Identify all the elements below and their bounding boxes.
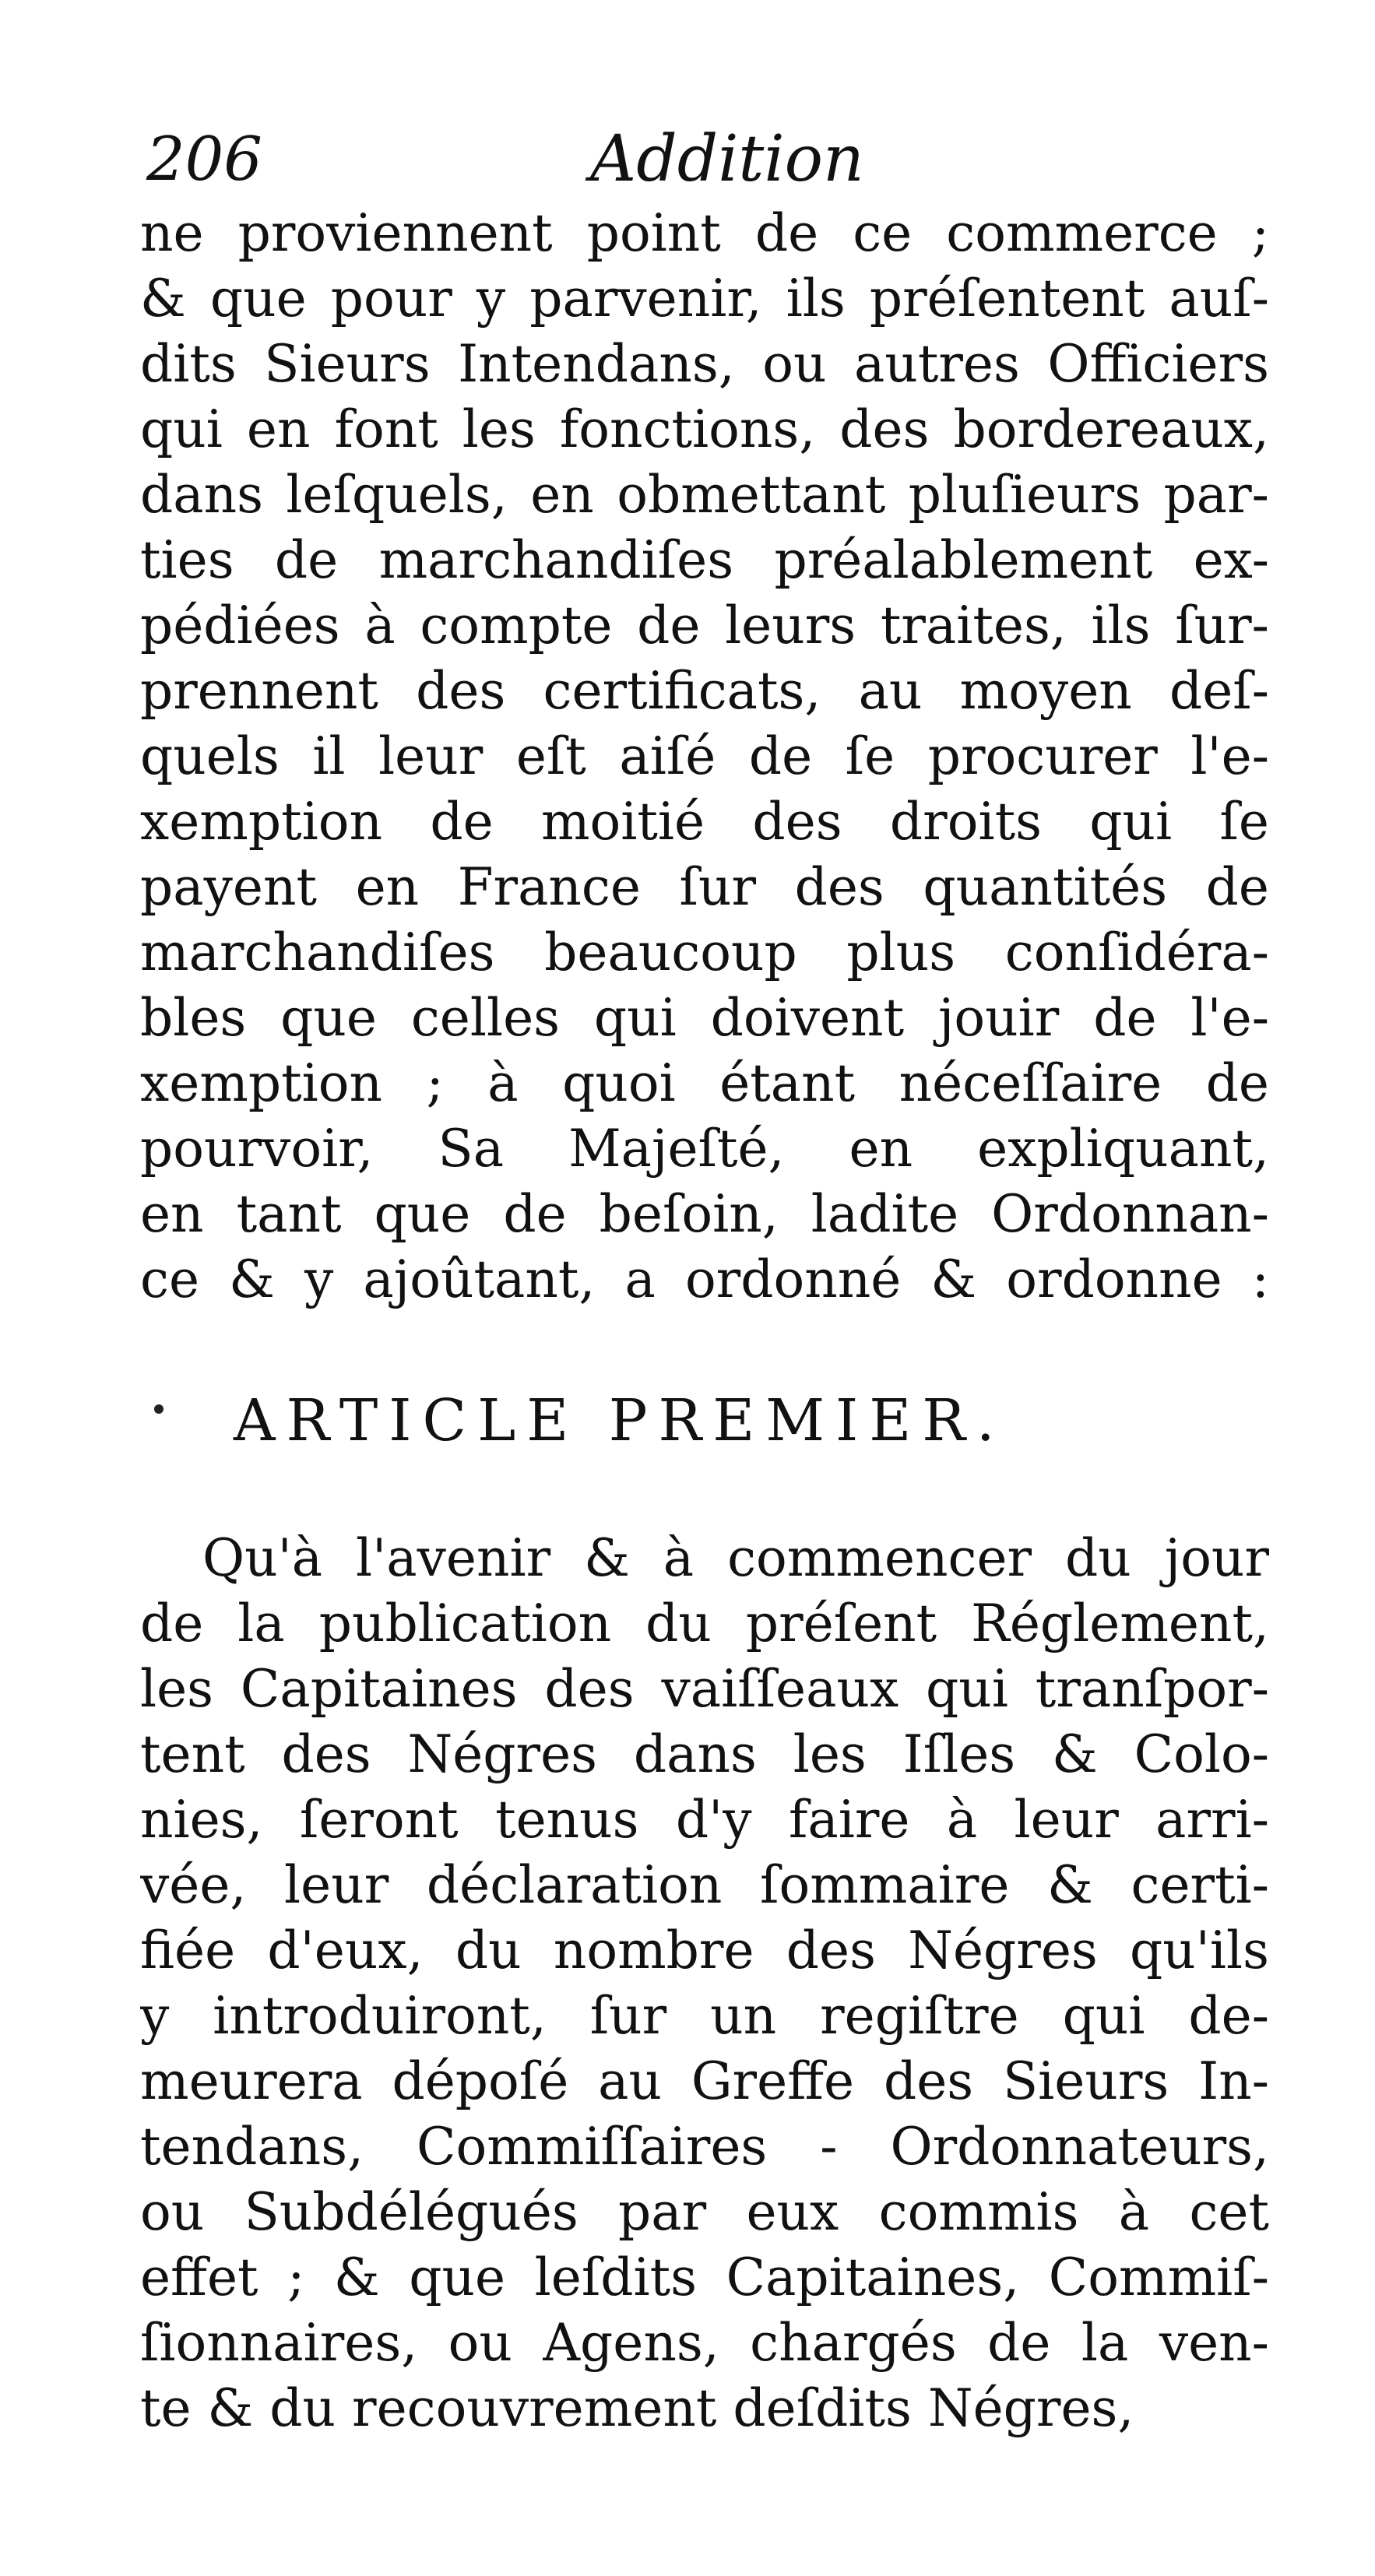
text-line: tent des Négres dans les Iſles & Colo- [140,1724,1269,1784]
text-line: ce & y ajoûtant, a ordonné & ordonne : [140,1249,1269,1309]
text-line: bles que celles qui doivent jouir de l'e- [140,988,1269,1048]
text-line: prennent des certificats, au moyen deſ- [140,661,1269,721]
text-line: en tant que de beſoin, ladite Ordonnan- [140,1184,1269,1244]
paragraph-2 [140,1526,1269,2441]
text-line: effet ; & que leſdits Capitaines, Commiſ- [140,2247,1269,2307]
text-line: pédiées à compte de leurs traites, ils ſur- [140,596,1269,655]
text-line: fiée d'eux, du nombre des Négres qu'ils [140,1921,1269,1980]
paragraph-1 [140,201,1269,1313]
text-line: marchandiſes beaucoup plus conſidéra- [140,923,1269,982]
text-line: te & du recouvrement deſdits Négres, [140,2378,1134,2438]
text-line: de la publication du préſent Réglement, [140,1594,1269,1653]
text-line: pourvoir, Sa Majeſté, en expliquant, [140,1119,1269,1179]
text-line: payent en France ſur des quantités de [140,857,1269,917]
text-line: dans leſquels, en obmettant pluſieurs par- [140,465,1269,525]
text-line: xemption ; à quoi étant néceſſaire de [140,1053,1269,1113]
text-line: xemption de moitié des droits qui ſe [140,792,1269,852]
text-line: les Capitaines des vaiſſeaux qui tranſpor- [140,1659,1269,1719]
text-line: vée, leur déclaration ſommaire & certi- [140,1855,1269,1915]
text-line: ou Subdélégués par eux commis à cet [140,2182,1269,2242]
text-line: qui en font les fonctions, des bordereaux, [140,399,1269,459]
text-line: ties de marchandiſes préalablement ex- [140,530,1269,590]
text-line: tendans, Commiſſaires - Ordonnateurs, [140,2117,1269,2177]
text-line: ne proviennent point de ce commerce ; [140,203,1269,263]
text-line: Qu'à l'avenir & à commencer du jour [202,1528,1269,1588]
text-line: nies, ſeront tenus d'y faire à leur arri- [140,1790,1269,1850]
running-head-title: Addition [590,122,864,196]
text-line: ſionnaires, ou Agens, chargés de la ven- [140,2313,1269,2373]
page-number: 206 [146,125,262,195]
text-line: quels il leur eſt aiſé de ſe procurer l'e- [140,726,1269,786]
article-heading: ARTICLE PREMIER. [234,1387,1006,1454]
text-line: & que pour y parvenir, ils préſentent auſ- [140,269,1269,329]
text-line: y introduiront, ſur un regiſtre qui de- [140,1986,1269,2046]
running-head [146,117,1275,202]
text-line: meurera dépoſé au Greffe des Sieurs In- [140,2051,1269,2111]
ink-speck [154,1404,164,1414]
text-line: dits Sieurs Intendans, ou autres Officiers [140,334,1269,394]
